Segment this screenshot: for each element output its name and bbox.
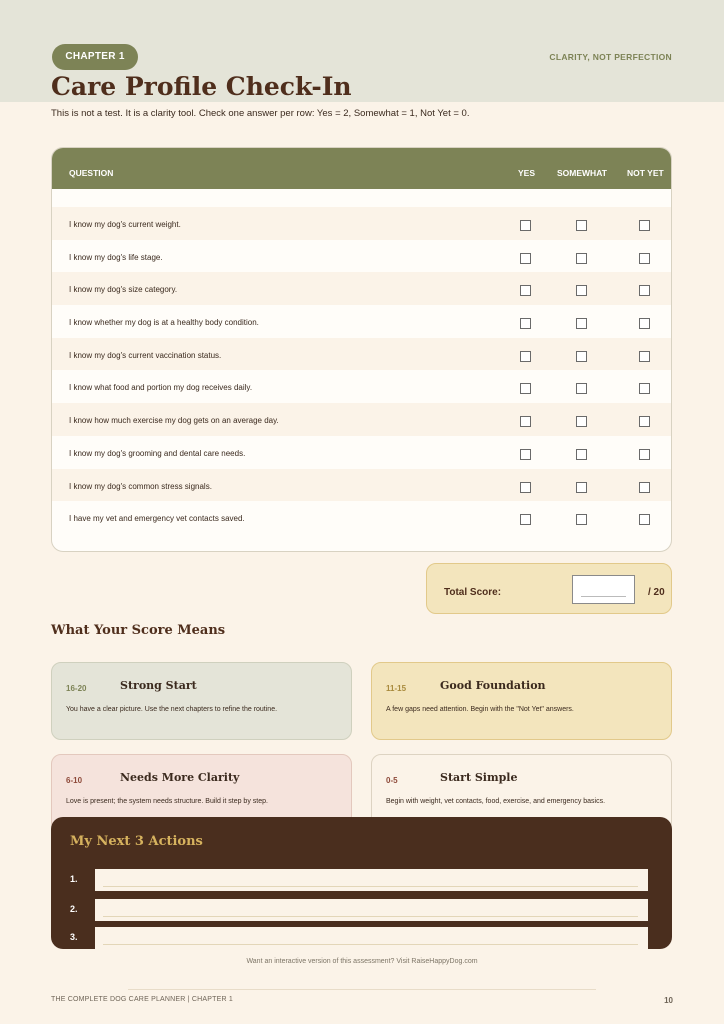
interactive-version-note: Want an interactive version of this assessment? Visit RaiseHappyDog.com bbox=[246, 958, 478, 965]
action-number: 3. bbox=[70, 932, 78, 942]
column-header-somewhat: SOMEWHAT bbox=[557, 168, 607, 178]
tier-name: Strong Start bbox=[120, 679, 197, 692]
somewhat-checkbox[interactable] bbox=[576, 416, 587, 427]
tier-name: Needs More Clarity bbox=[120, 771, 240, 784]
total-score-box bbox=[426, 563, 672, 614]
question-text: I have my vet and emergency vet contacts saved. bbox=[69, 514, 245, 524]
chapter-tagline: CLARITY, NOT PERFECTION bbox=[549, 52, 672, 62]
total-score-max: / 20 bbox=[648, 587, 665, 598]
next-actions-title: My Next 3 Actions bbox=[70, 834, 203, 849]
check-in-table bbox=[51, 147, 672, 552]
yes-checkbox[interactable] bbox=[520, 449, 531, 460]
yes-checkbox[interactable] bbox=[520, 285, 531, 296]
table-header bbox=[52, 148, 671, 189]
tier-description: You have a clear picture. Use the next chapters to refine the routine. bbox=[66, 706, 278, 713]
yes-checkbox[interactable] bbox=[520, 220, 531, 231]
question-text: I know my dog's common stress signals. bbox=[69, 481, 212, 491]
yes-checkbox[interactable] bbox=[520, 416, 531, 427]
not-yet-checkbox[interactable] bbox=[639, 220, 650, 231]
action-number: 2. bbox=[70, 904, 78, 914]
tier-name: Good Foundation bbox=[440, 679, 546, 692]
table-row bbox=[52, 469, 671, 502]
column-header-yes: YES bbox=[518, 168, 536, 178]
table-row bbox=[52, 501, 671, 534]
action-input[interactable] bbox=[95, 899, 648, 921]
table-row bbox=[52, 403, 671, 436]
question-text: I know how much exercise my dog gets on an average day. bbox=[69, 416, 279, 426]
question-text: I know my dog's current weight. bbox=[69, 220, 181, 229]
not-yet-checkbox[interactable] bbox=[639, 449, 650, 460]
action-row bbox=[51, 899, 672, 921]
table-row bbox=[52, 305, 671, 338]
yes-checkbox[interactable] bbox=[520, 351, 531, 362]
somewhat-checkbox[interactable] bbox=[576, 482, 587, 493]
question-text: I know my dog's grooming and dental care needs. bbox=[69, 448, 246, 458]
action-row bbox=[51, 869, 672, 891]
somewhat-checkbox[interactable] bbox=[576, 351, 587, 362]
column-header-question: QUESTION bbox=[69, 168, 114, 178]
page-number: 10 bbox=[664, 996, 673, 1005]
yes-checkbox[interactable] bbox=[520, 253, 531, 264]
yes-checkbox[interactable] bbox=[520, 383, 531, 394]
not-yet-checkbox[interactable] bbox=[639, 285, 650, 296]
tier-range: 0-5 bbox=[386, 776, 398, 785]
tier-description: A few gaps need attention. Begin with the "Not Yet" answers. bbox=[386, 706, 574, 713]
total-score-label: Total Score: bbox=[444, 587, 502, 598]
somewhat-checkbox[interactable] bbox=[576, 220, 587, 231]
page-subtitle: This is not a test. It is a clarity tool. Check one answer per row: Yes = 2, Somewhat = 1, Not Yet = 0. bbox=[51, 108, 470, 119]
table-row bbox=[52, 272, 671, 305]
table-row bbox=[52, 338, 671, 371]
action-input[interactable] bbox=[95, 927, 648, 949]
question-text: I know whether my dog is at a healthy body condition. bbox=[69, 318, 259, 328]
somewhat-checkbox[interactable] bbox=[576, 285, 587, 296]
action-number: 1. bbox=[70, 874, 78, 884]
yes-checkbox[interactable] bbox=[520, 482, 531, 493]
action-row bbox=[51, 927, 672, 949]
question-text: I know my dog's size category. bbox=[69, 285, 178, 295]
table-row bbox=[52, 240, 671, 273]
tier-card-good-foundation bbox=[371, 662, 672, 740]
tier-description: Love is present; the system needs structure. Build it step by step. bbox=[66, 798, 268, 805]
question-text: I know my dog's current vaccination status. bbox=[69, 350, 222, 360]
table-body bbox=[52, 207, 671, 534]
not-yet-checkbox[interactable] bbox=[639, 416, 650, 427]
not-yet-checkbox[interactable] bbox=[639, 253, 650, 264]
page-title: Care Profile Check-In bbox=[51, 72, 352, 101]
not-yet-checkbox[interactable] bbox=[639, 514, 650, 525]
not-yet-checkbox[interactable] bbox=[639, 351, 650, 362]
not-yet-checkbox[interactable] bbox=[639, 383, 650, 394]
column-header-not-yet: NOT YET bbox=[627, 168, 664, 178]
next-actions-panel bbox=[51, 817, 672, 949]
somewhat-checkbox[interactable] bbox=[576, 449, 587, 460]
somewhat-checkbox[interactable] bbox=[576, 383, 587, 394]
footer-divider bbox=[128, 989, 596, 990]
tier-name: Start Simple bbox=[440, 771, 518, 784]
table-row bbox=[52, 370, 671, 403]
somewhat-checkbox[interactable] bbox=[576, 318, 587, 329]
footer-book-title: THE COMPLETE DOG CARE PLANNER | CHAPTER 1 bbox=[51, 996, 233, 1003]
question-text: I know my dog's life stage. bbox=[69, 252, 163, 262]
somewhat-checkbox[interactable] bbox=[576, 514, 587, 525]
table-row bbox=[52, 436, 671, 469]
tier-range: 6-10 bbox=[66, 776, 83, 785]
chapter-badge: CHAPTER 1 bbox=[52, 44, 138, 70]
action-input[interactable] bbox=[95, 869, 648, 891]
total-score-field[interactable] bbox=[572, 575, 635, 604]
not-yet-checkbox[interactable] bbox=[639, 318, 650, 329]
question-text: I know what food and portion my dog receives daily. bbox=[69, 383, 253, 393]
score-meaning-title: What Your Score Means bbox=[51, 623, 226, 638]
tier-range: 16-20 bbox=[66, 684, 87, 693]
not-yet-checkbox[interactable] bbox=[639, 482, 650, 493]
tier-description: Begin with weight, vet contacts, food, exercise, and emergency basics. bbox=[386, 798, 606, 805]
tier-card-strong-start bbox=[51, 662, 352, 740]
somewhat-checkbox[interactable] bbox=[576, 253, 587, 264]
yes-checkbox[interactable] bbox=[520, 514, 531, 525]
tier-range: 11-15 bbox=[386, 684, 407, 693]
yes-checkbox[interactable] bbox=[520, 318, 531, 329]
table-row bbox=[52, 207, 671, 240]
